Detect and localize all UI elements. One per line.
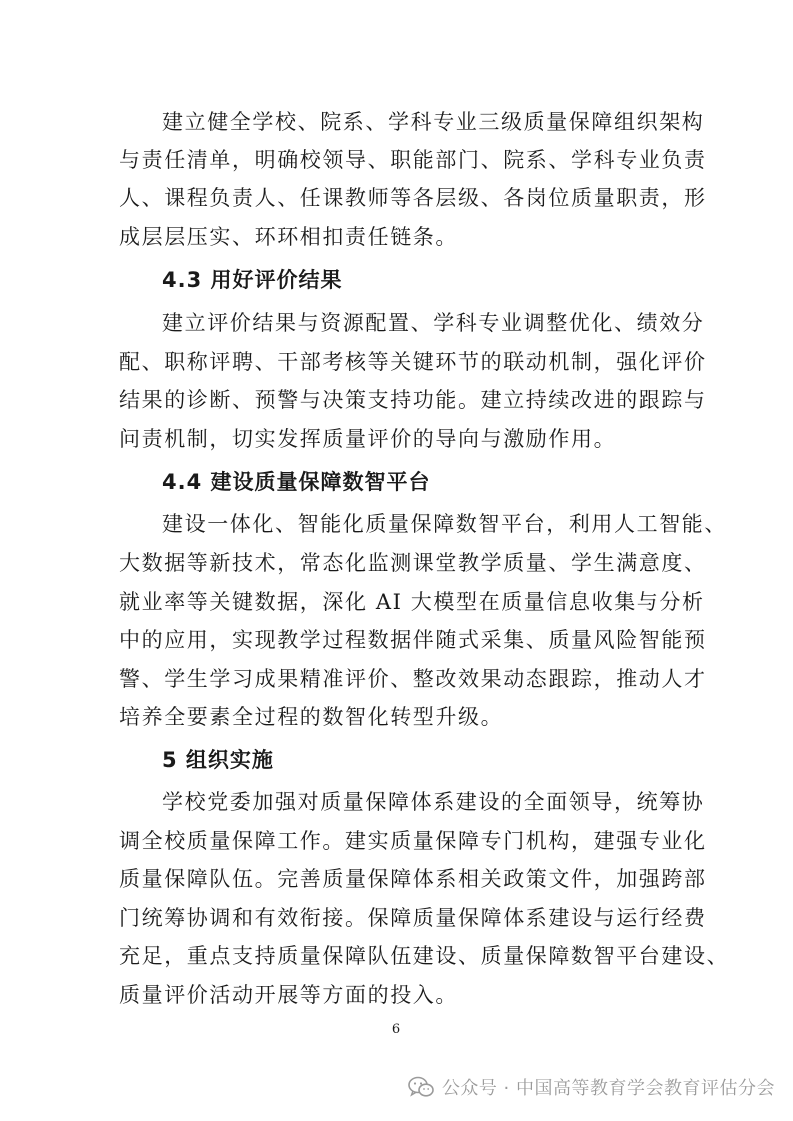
watermark — [408, 1074, 775, 1100]
page-number: 6 — [391, 1022, 401, 1037]
paragraph-line: 培养全要素全过程的数智化转型升级。 — [119, 705, 504, 729]
paragraph-line: 建立健全学校、院系、学科专业三级质量保障组织架构 — [162, 110, 705, 134]
paragraph-line: 大数据等新技术，常态化监测课堂教学质量、学生满意度、 — [119, 551, 707, 575]
paragraph-line: 就业率等关键数据，深化 AI 大模型在质量信息收集与分析 — [119, 590, 705, 614]
paragraph-line: 调全校质量保障工作。建实质量保障专门机构，建强专业化 — [119, 829, 707, 853]
paragraph-line: 门统筹协调和有效衔接。保障质量保障体系建设与运行经费 — [119, 906, 707, 930]
paragraph-line: 学校党委加强对质量保障体系建设的全面领导，统筹协 — [162, 790, 705, 814]
section-heading-5: 5 组织实施 — [162, 748, 274, 772]
paragraph-line: 建立评价结果与资源配置、学科专业调整优化、绩效分 — [162, 311, 705, 335]
paragraph-line: 中的应用，实现教学过程数据伴随式采集、质量风险智能预 — [119, 628, 707, 652]
paragraph-line: 警、学生学习成果精准评价、整改效果动态跟踪，推动人才 — [119, 667, 707, 691]
section-heading-4-4: 4.4 建设质量保障数智平台 — [162, 470, 431, 494]
paragraph-line: 成层层压实、环环相扣责任链条。 — [119, 225, 458, 249]
paragraph-line: 质量保障队伍。完善质量保障体系相关政策文件，加强跨部 — [119, 867, 707, 891]
paragraph-line: 建设一体化、智能化质量保障数智平台，利用人工智能、 — [162, 512, 727, 536]
section-heading-4-3: 4.3 用好评价结果 — [162, 268, 343, 292]
paragraph-line: 问责机制，切实发挥质量评价的导向与激励作用。 — [119, 427, 617, 451]
paragraph-line: 与责任清单，明确校领导、职能部门、院系、学科专业负责 — [119, 148, 707, 172]
paragraph-line: 人、课程负责人、任课教师等各层级、各岗位质量职责，形 — [119, 186, 707, 210]
watermark-text: 公众号 · 中国高等教育学会教育评估分会 — [441, 1078, 775, 1099]
paragraph-line: 质量评价活动开展等方面的投入。 — [119, 983, 458, 1007]
paragraph-line: 结果的诊断、预警与决策支持功能。建立持续改进的跟踪与 — [119, 388, 707, 412]
paragraph-line: 充足，重点支持质量保障队伍建设、质量保障数智平台建设、 — [119, 944, 730, 968]
wechat-icon — [408, 1076, 434, 1098]
paragraph-line: 配、职称评聘、干部考核等关键环节的联动机制，强化评价 — [119, 350, 707, 374]
